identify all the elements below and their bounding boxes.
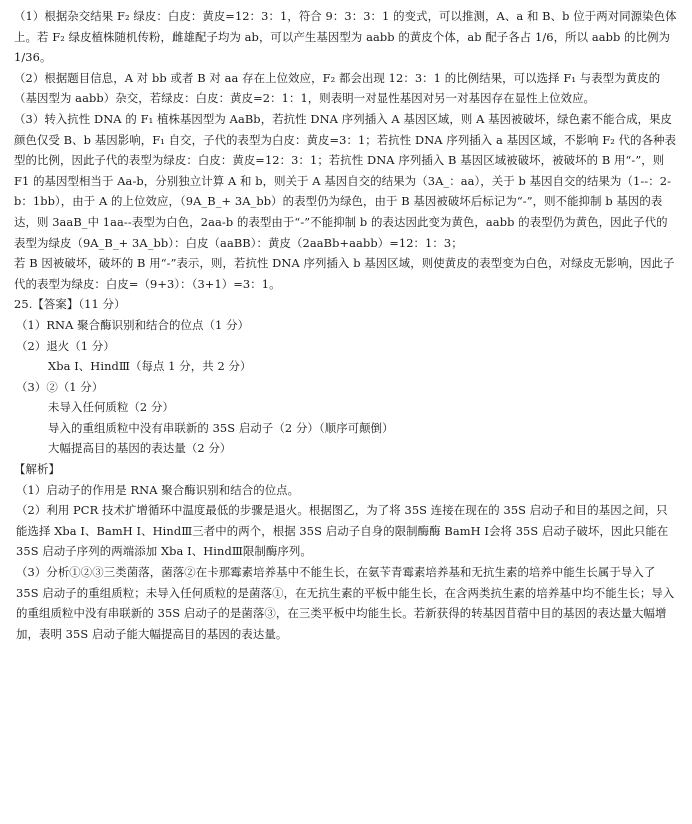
answer-25-3-b: 未导入任何质粒（2 分） [48,400,174,415]
analysis-24-part4: 若 B 因被破坏，破坏的 B 用“-”表示，则，若抗性 DNA 序列插入 b 基因区域，则使黄皮的表型变为白色，对绿皮无影响，因此子代的表型为绿皮：白皮=（9+3）：（3+1）=3：1。 [14,256,675,291]
analysis-header: 【解析】 [14,462,60,477]
analysis-24-part1: （1）根据杂交结果 F₂ 绿皮：白皮：黄皮=12：3：1，符合 9：3：3：1 的变式，可以推测，A、a 和 B、b 位于两对同源染色体上。若 F₂ 绿皮植株随机传粉，雌雄配子均为 ab，可以产生基因型为 aabb 的黄皮个体，ab 配子各占 1/6，所以 aabb 的比例为 1/36。 [14,9,677,65]
explanation-25-1: （1）启动子的作用是 RNA 聚合酶识别和结合的位点。 [16,482,300,497]
answer-25-1: （1）RNA 聚合酶识别和结合的位点（1 分） [16,317,250,332]
answer-25-3-c: 导入的重组质粒中没有串联新的 35S 启动子（2 分）（顺序可颠倒） [48,420,394,435]
answer-25-2-enzymes: Xba Ⅰ、HindⅢ（每点 1 分，共 2 分） [48,359,252,374]
explanation-25-2: （2）利用 PCR 技术扩增循环中温度最低的步骤是退火。根据图乙，为了将 35S 连接在现在的 35S 启动子和目的基因之间，只能选择 Xba Ⅰ、BamH Ⅰ、HindⅢ三者中的两个，根据 35S 启动子自身的限制酶酶 BamH Ⅰ会将 35S 启动子破坏，因此只能在 35S 启动子序列的两端添加 Xba Ⅰ、HindⅢ限制酶序列。 [16,503,669,559]
analysis-24-part3: （3）转入抗性 DNA 的 F₁ 植株基因型为 AaBb，若抗性 DNA 序列插入 A 基因区域，则 A 基因被破坏，绿色素不能合成，果皮颜色仅受 B、b 基因影响，F₁ 自交，子代的表型为白皮：黄皮=3：1；若抗性 DNA 序列插入 a 基因区域，不影响 F₂ 代的各种表型的比例，因此子代的表型为绿皮：白皮：黄皮=12：3：1；若抗性 DNA 序列插入 B 基因区域被破坏，被破坏的 B 用“-”，则 F1 的基因型相当于 Aa-b，分别独立计算 A 和 b，则关于 A 基因自交的结果为（3A_：aa），关于 b 基因自交的结果为（1--：2-b：1bb），由于 A 的上位效应，（9A_B_+ 3A_bb）的表型仍为绿色，由于 B 基因被破坏后标记为“-”，则不能抑制 b 基因的表达，则 3aaB_中 1aa--表型为白色，2aa-b 的表型由于“-”不能抑制 b 的表达因此变为黄色，aabb 的表型仍为黄色，因此子代的表型为绿皮（9A_B_+ 3A_bb）：白皮（aaBB）：黄皮（2aaBb+aabb）=12：1：3； [14,111,677,250]
answer-25-3: （3）②（1 分） [16,379,104,394]
answer-25-2: （2）退火（1 分） [16,338,115,353]
question-25-header: 25.【答案】（11 分） [14,297,126,312]
analysis-24-part2: （2）根据题目信息，A 对 bb 或者 B 对 aa 存在上位效应，F₂ 都会出现 12：3：1 的比例结果，可以选择 F₁ 与表型为黄皮的（基因型为 aabb）杂交，若绿皮：白皮：黄皮=2：1：1，则表明一对显性基因对另一对基因存在显性上位效应。 [14,70,661,106]
answer-25-3-d: 大幅提高目的基因的表达量（2 分） [48,441,232,456]
explanation-25-3: （3）分析①②③三类菌落，菌落②在卡那霉素培养基中不能生长，在氨苄青霉素培养基和无抗生素的培养中能生长属于导入了 35S 启动子的重组质粒；未导入任何质粒的是菌落①，在无抗生素的平板中能生长，在含两类抗生素的培养基中均不能生长；导入的重组质粒中没有串联新的 35S 启动子的是菌落③，在三类平板中均能生长。若新获得的转基因苜蓿中目的基因的表达量大幅增加，表明 35S 启动子能大幅提高目的基因的表达量。 [16,565,675,641]
